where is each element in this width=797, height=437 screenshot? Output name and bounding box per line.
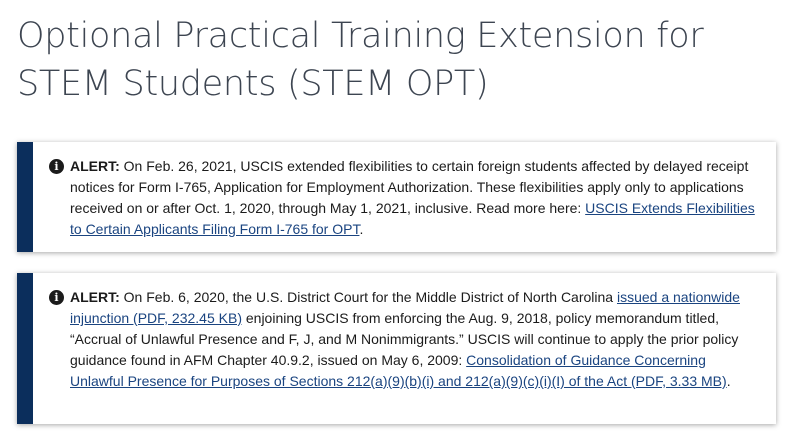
alert-message: On Feb. 26, 2021, USCIS extended flexibilities to certain foreign students affected by delayed receipt notices for Form I-765, Application for Employment Authorization. These flexibilities apply only to applications received on or after Oct. 1, 2020, through May 1, 2021, inclusive. Read more here: [70, 158, 749, 216]
alert-box-unlawful-presence [17, 273, 776, 424]
alert-text [70, 287, 758, 392]
info-circle-icon: i [49, 290, 64, 305]
alert-message: On Feb. 6, 2020, the U.S. District Court for the Middle District of North Carolina [119, 289, 617, 305]
nationwide-injunction-link[interactable]: issued a nationwide injunction (PDF, 232.45 KB) [70, 289, 740, 326]
alert-label: ALERT: [70, 158, 120, 174]
alert-message-end: . [726, 373, 731, 389]
page-title: Optional Practical Training Extension for STEM Students (STEM OPT) [17, 16, 704, 104]
alert-message-middle: enjoining USCIS from enforcing the Aug. 9, 2018, policy memorandum titled, “Accrual of Unlawful Presence and F, J, and M Nonimmigrants.” USCIS will continue to apply the prior policy guidance found in AFM Chapter 40.9.2, issued on May 6, 2009: [70, 310, 739, 368]
alert-text [70, 156, 758, 240]
alert-label: ALERT: [70, 289, 120, 305]
uscis-flexibilities-link[interactable]: USCIS Extends Flexibilities to Certain Applicants Filing Form I-765 for OPT [70, 200, 755, 237]
info-circle-icon: i [49, 159, 64, 174]
alert-box-opt-flexibilities [17, 142, 776, 252]
unlawful-presence-guidance-link[interactable]: Consolidation of Guidance Concerning Unlawful Presence for Purposes of Sections 212(a)(9)(b)(i) and 212(a)(9)(c)(i)(I) of the Act (PDF, 3.33 MB) [70, 352, 727, 389]
alert-message-end: . [359, 221, 364, 237]
